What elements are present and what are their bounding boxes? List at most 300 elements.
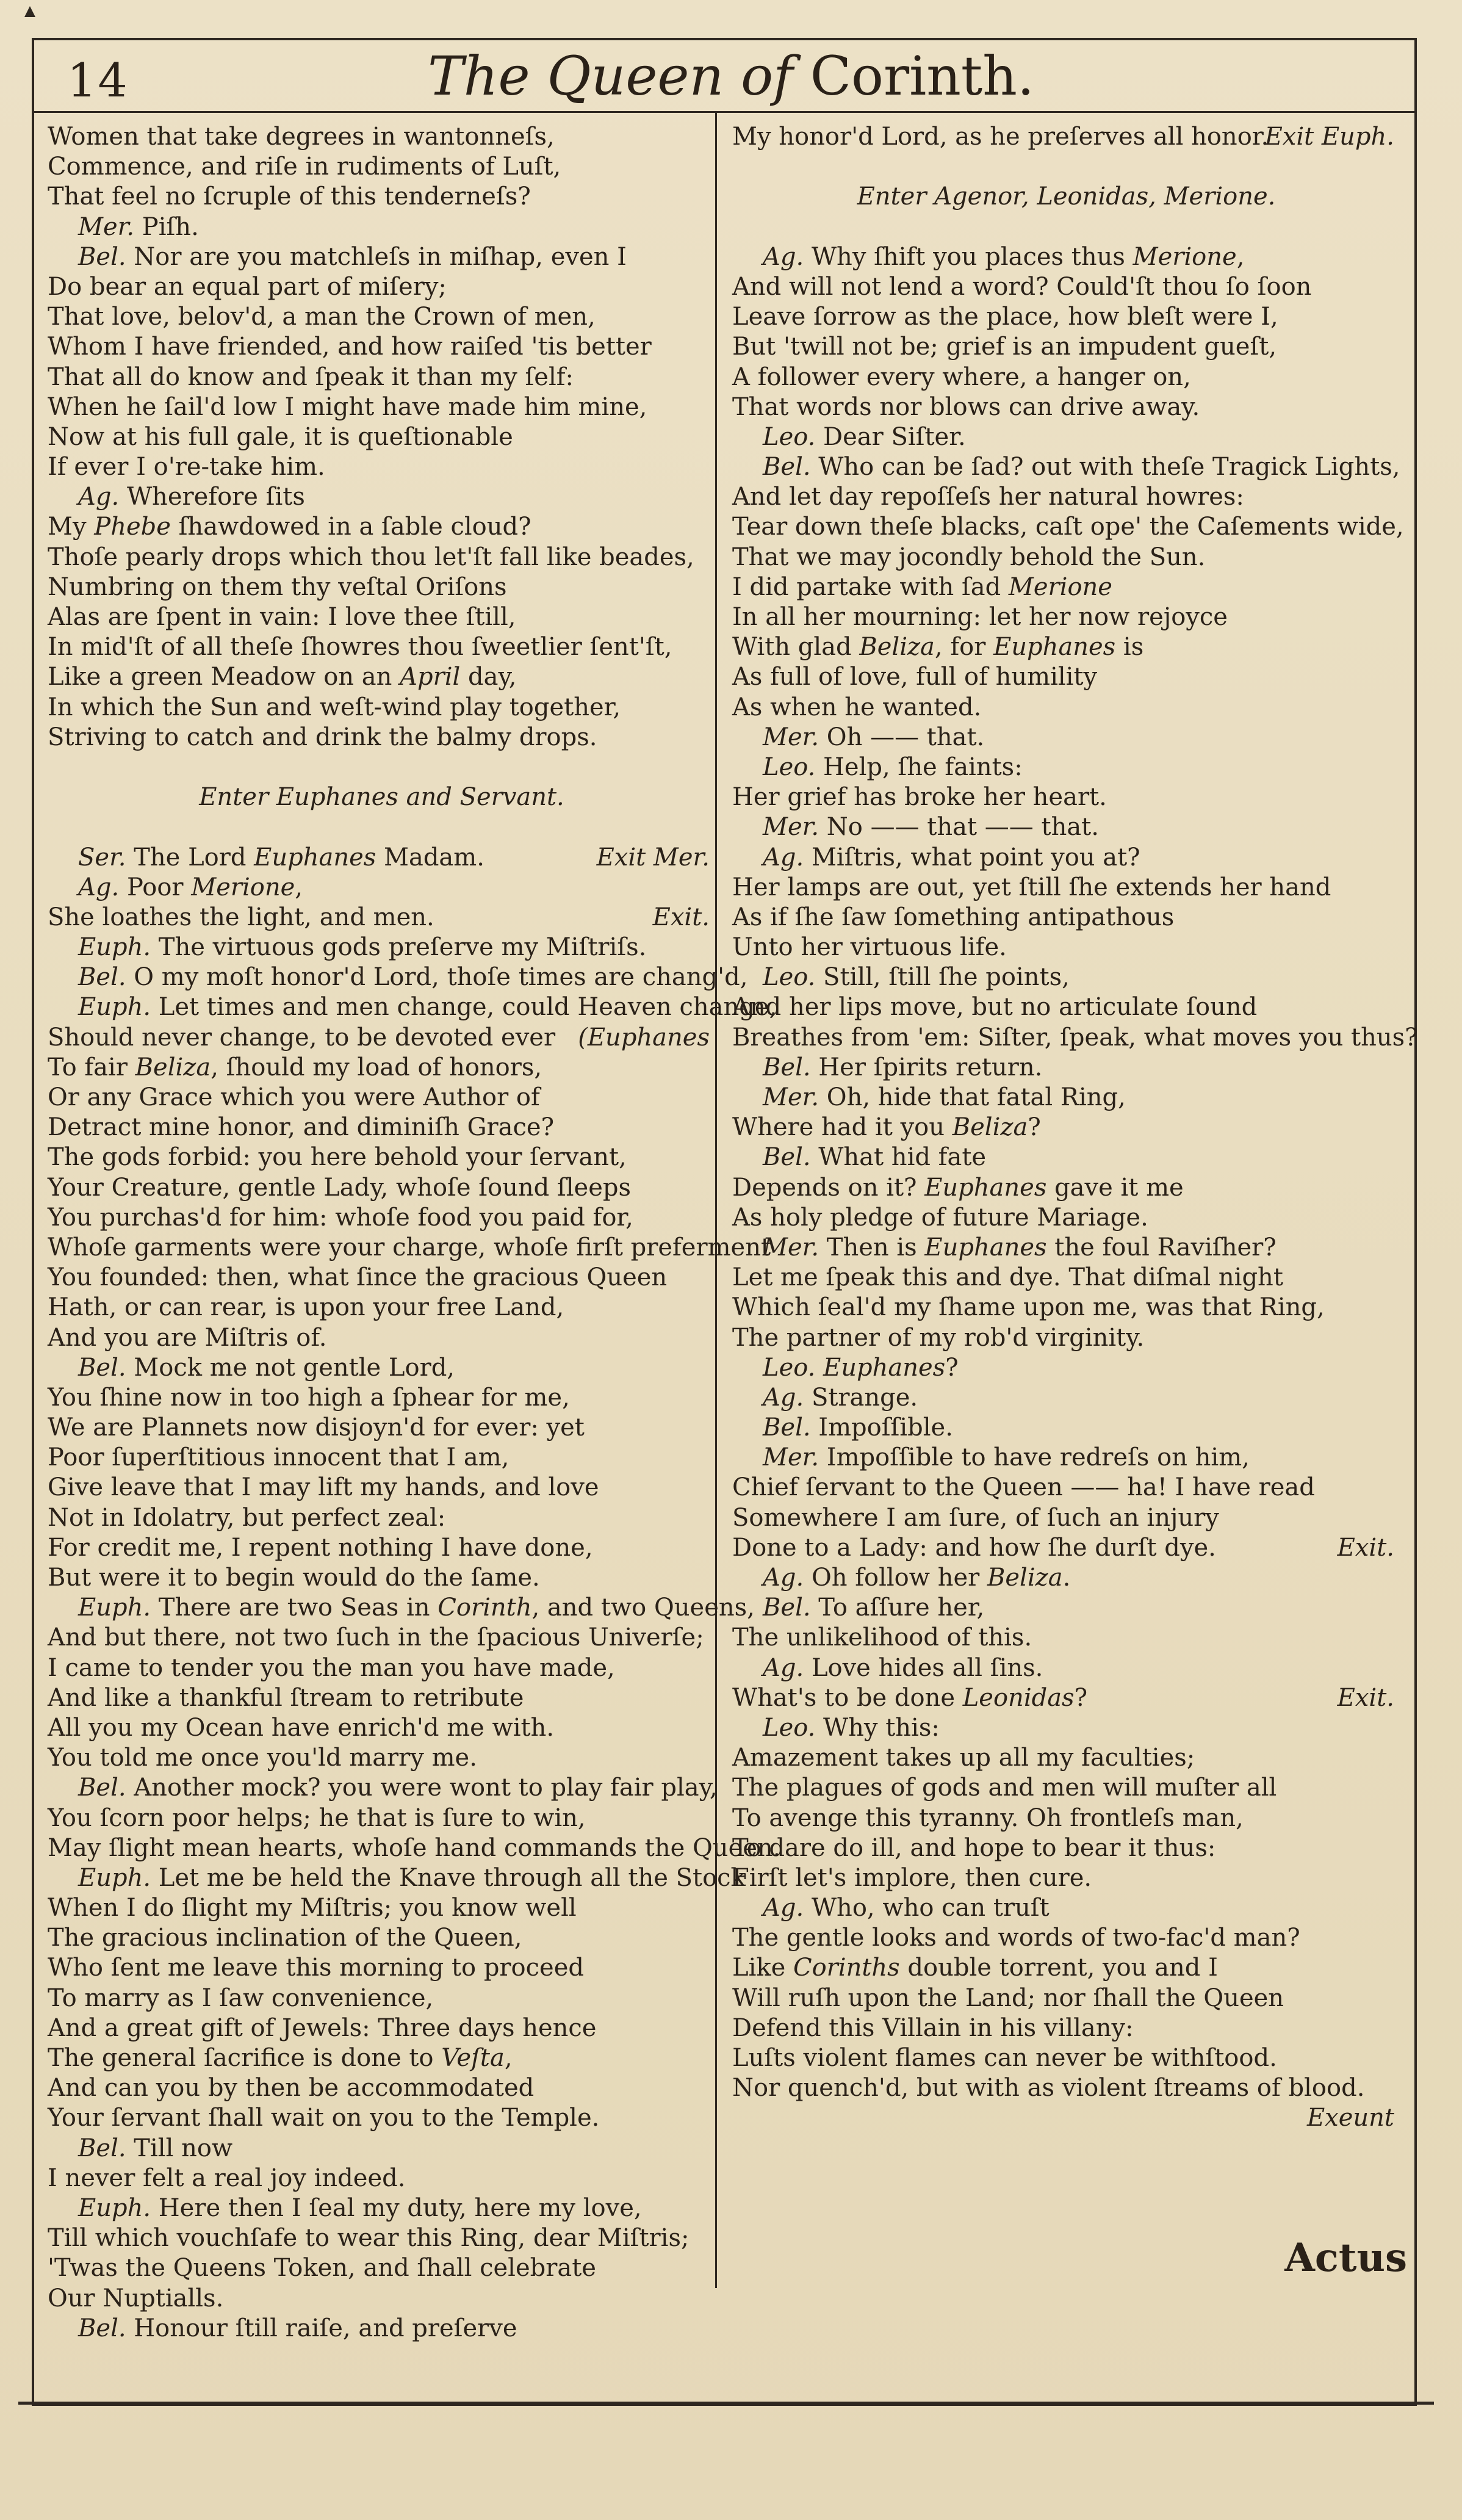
- speaker-name: Ag.: [763, 242, 804, 271]
- speaker-name: Ser.: [78, 843, 126, 872]
- verse-line: [732, 272, 1400, 302]
- line-text: We are Plannets now disjoyn'd for ever: yet: [48, 1413, 585, 1442]
- speaker-name: Mer.: [763, 723, 819, 751]
- speech-line: [732, 723, 1400, 753]
- line-text: May ſlight mean hearts, whoſe hand commands the Queen.: [48, 1833, 781, 1862]
- italic-name: Euphanes: [823, 1353, 946, 1382]
- page-number: 14: [67, 53, 129, 107]
- left-column: [48, 122, 781, 2344]
- line-text: Give leave that I may lift my hands, and love: [48, 1473, 599, 1502]
- verse-line: [732, 1863, 1400, 1893]
- stage-direction: Enter Agenor, Leonidas, Merione.: [857, 182, 1276, 211]
- verse-line: [732, 1953, 1400, 1983]
- line-text: Why ſhift you places thus: [811, 242, 1133, 271]
- verse-line: [732, 512, 1404, 542]
- line-text: Hath, or can rear, is upon your free Land,: [48, 1293, 564, 1322]
- verse-line: [732, 873, 1400, 903]
- line-text: I did partake with ſad: [732, 572, 1009, 601]
- header-rule: [34, 111, 1414, 113]
- line-text: O my moſt honor'd Lord, thoſe times are chang'd,: [134, 963, 748, 992]
- verse-line: [732, 1473, 1400, 1503]
- speaker-name: Leo.: [763, 422, 816, 451]
- verse-line: [732, 782, 1400, 812]
- verse-line: [48, 1623, 716, 1653]
- line-text: Another mock? you were wont to play fair play,: [134, 1774, 718, 1802]
- speech-line: [48, 992, 777, 1022]
- verse-line: [732, 572, 1400, 602]
- line-text: What hid fate: [818, 1143, 987, 1172]
- speaker-name: Mer.: [763, 1443, 819, 1472]
- verse-line: [48, 1653, 716, 1683]
- line-text: Poor ſuperſtitious innocent that I am,: [48, 1443, 510, 1472]
- speech-line: [732, 812, 1400, 842]
- italic-name: Veſta: [441, 2044, 505, 2072]
- right-column: [732, 122, 1418, 2134]
- verse-line: [48, 152, 716, 182]
- speech-line: [732, 1593, 1400, 1623]
- verse-line: [48, 723, 716, 753]
- line-text: Dear Siſter.: [823, 422, 966, 451]
- line-text: day,: [460, 663, 517, 691]
- verse-line: [48, 1533, 716, 1563]
- speech-line: [48, 2193, 716, 2223]
- line-text: Should never change, to be devoted ever: [48, 1023, 556, 1052]
- italic-name: April: [400, 663, 461, 691]
- verse-line: [48, 1833, 781, 1863]
- italic-name: Corinths: [793, 1954, 900, 1982]
- verse-line: [732, 632, 1400, 662]
- verse-line: [48, 602, 716, 632]
- speaker-name: Bel.: [78, 242, 126, 271]
- line-text: Nor are you matchleſs in miſhap, even I: [134, 242, 627, 271]
- line-text: To fair: [48, 1053, 135, 1081]
- line-text: Help, ſhe faints:: [823, 753, 1023, 781]
- line-text: A follower every where, a hanger on,: [732, 363, 1191, 391]
- speaker-name: Bel.: [78, 2314, 126, 2342]
- line-text: Will ruſh upon the Land; nor ſhall the Queen: [732, 1984, 1284, 2012]
- speech-line: [732, 1563, 1400, 1593]
- verse-line: [732, 1984, 1400, 2013]
- verse-line: [732, 1263, 1400, 1293]
- verse-line: [48, 2223, 716, 2253]
- speaker-name: Ag.: [763, 1564, 804, 1592]
- verse-line: [48, 363, 716, 392]
- verse-line: [48, 332, 716, 362]
- line-text: To marry as I ſaw convenience,: [48, 1984, 434, 2012]
- verse-line: [48, 1923, 716, 1953]
- speech-line: [48, 1593, 755, 1623]
- verse-line: [48, 452, 716, 482]
- corner-mark-icon: [24, 6, 35, 17]
- verse-line: [48, 1743, 716, 1773]
- line-text: The general ſacrifice is done to: [48, 2044, 442, 2072]
- verse-line: [732, 392, 1400, 422]
- line-text: Her lamps are out, yet ſtill ſhe extends her hand: [732, 873, 1331, 901]
- verse-line: [48, 1953, 716, 1983]
- verse-line: [48, 1173, 716, 1203]
- line-text: , and two Queens,: [531, 1594, 755, 1622]
- line-text: And a great gift of Jewels: Three days hence: [48, 2013, 597, 2042]
- line-text: Then is: [826, 1233, 925, 1262]
- verse-line: [48, 662, 716, 692]
- speech-line: [48, 962, 748, 992]
- line-text: And but there, not two ſuch in the ſpacious Univerſe;: [48, 1623, 704, 1652]
- blank-line: [48, 753, 716, 782]
- line-text: ?: [1028, 1113, 1041, 1142]
- line-text: To avenge this tyranny. Oh frontleſs man,: [732, 1803, 1244, 1832]
- line-text: And like a thankful ſtream to retribute: [48, 1683, 524, 1712]
- speech-line: [732, 1653, 1400, 1683]
- stage-direction: Exeunt: [1306, 2104, 1394, 2132]
- line-text: The unlikelihood of this.: [732, 1623, 1032, 1652]
- blank-line: [732, 212, 1400, 242]
- line-text: Piſh.: [142, 212, 199, 241]
- speaker-name: Mer.: [78, 212, 135, 241]
- line-text: Where had it you: [732, 1113, 952, 1142]
- line-text: Here then I ſeal my duty, here my love,: [158, 2193, 642, 2222]
- speech-line: [732, 1053, 1400, 1083]
- verse-line: [48, 543, 716, 572]
- italic-name: Beliza: [987, 1564, 1063, 1592]
- title-city: Corinth.: [810, 45, 1034, 107]
- italic-name: Leonidas: [962, 1683, 1075, 1712]
- verse-line: [732, 1023, 1418, 1053]
- line-text: 'Twas the Queens Token, and ſhall celebrate: [48, 2254, 596, 2283]
- line-text: And can you by then be accommodated: [48, 2074, 535, 2103]
- line-text: The partner of my rob'd virginity.: [732, 1323, 1145, 1352]
- line-text: Oh follow her: [811, 1564, 987, 1592]
- speech-line: [48, 482, 716, 512]
- line-text: Which ſeal'd my ſhame upon me, was that Ring,: [732, 1293, 1325, 1322]
- line-text: ?: [1074, 1683, 1088, 1712]
- speaker-name: Bel.: [763, 1594, 811, 1622]
- line-text: Leave ſorrow as the place, how bleſt were I,: [732, 303, 1278, 331]
- verse-line: [48, 2043, 716, 2073]
- verse-line: [48, 1293, 716, 1323]
- speech-line: [732, 1233, 1400, 1263]
- speech-line: [48, 1353, 716, 1383]
- line-text: Wherefore ſits: [126, 483, 305, 511]
- verse-line: [48, 182, 716, 212]
- italic-name: Beliza: [135, 1053, 211, 1081]
- line-text: Depends on it?: [732, 1173, 925, 1202]
- verse-line: [732, 2073, 1400, 2103]
- speaker-name: Leo.: [763, 963, 816, 992]
- line-text: Firſt let's implore, then cure.: [732, 1863, 1092, 1892]
- line-text: All you my Ocean have enrich'd me with.: [48, 1713, 555, 1742]
- verse-line: [732, 1503, 1400, 1533]
- line-text: Who can be ſad? out with theſe Tragick Lights,: [818, 453, 1400, 482]
- italic-name: Euphanes: [924, 1233, 1047, 1262]
- speaker-name: Bel.: [78, 1353, 126, 1382]
- line-text: There are two Seas in: [158, 1594, 438, 1622]
- speaker-name: Ag.: [78, 873, 120, 901]
- line-text: You ſhine now in too high a ſphear for me,: [48, 1383, 570, 1412]
- line-text: As holy pledge of future Mariage.: [732, 1203, 1148, 1232]
- line-text: That feel no ſcruple of this tenderneſs?: [48, 182, 531, 211]
- line-text: Numbring on them thy veſtal Oriſons: [48, 572, 507, 601]
- speech-line: [732, 1143, 1400, 1172]
- line-text: Detract mine honor, and diminiſh Grace?: [48, 1113, 555, 1142]
- italic-name: Merione: [191, 873, 295, 901]
- italic-name: Beliza: [859, 633, 935, 662]
- exit-direction: (Euphanes: [578, 1023, 710, 1052]
- verse-line: [732, 992, 1400, 1022]
- line-text: the foul Raviſher?: [1046, 1233, 1277, 1262]
- verse-line: [48, 2103, 716, 2133]
- line-text: , ſhould my load of honors,: [211, 1053, 542, 1081]
- line-text: is: [1115, 633, 1144, 662]
- verse-line: [48, 1323, 716, 1353]
- line-text: You ſcorn poor helps; he that is ſure to win,: [48, 1803, 586, 1832]
- line-text: Let me ſpeak this and dye. That diſmal night: [732, 1263, 1283, 1292]
- line-text: Nor quench'd, but with as violent ſtreams of blood.: [732, 2074, 1365, 2103]
- italic-name: Merione: [1133, 242, 1237, 271]
- line-text: Now at his full gale, it is queſtionable: [48, 422, 513, 451]
- speech-line: [48, 1863, 746, 1893]
- line-text: Breathes from 'em: Siſter, ſpeak, what moves you thus?: [732, 1023, 1418, 1052]
- line-text: Till which vouchſafe to wear this Ring, dear Miſtris;: [48, 2224, 690, 2253]
- line-text: I came to tender you the man you have made,: [48, 1653, 615, 1682]
- line-text: Somewhere I am ſure, of ſuch an injury: [732, 1503, 1219, 1532]
- line-text: Alas are ſpent in vain: I love thee ſtill,: [48, 603, 516, 631]
- verse-line: [48, 1083, 716, 1113]
- speaker-name: Ag.: [763, 1894, 804, 1922]
- title-of: of: [741, 45, 793, 107]
- speech-line: [732, 1083, 1400, 1113]
- line-text: Till now: [134, 2134, 233, 2162]
- line-text: That words nor blows can drive away.: [732, 392, 1200, 421]
- verse-line: [48, 1503, 716, 1533]
- line-text: My honor'd Lord, as he preſerves all honor.: [732, 123, 1269, 151]
- italic-name: Euphanes: [254, 843, 376, 872]
- verse-line: [48, 1143, 716, 1172]
- line-text: But 'twill not be; grief is an impudent gueſt,: [732, 333, 1277, 361]
- line-text: Still, ſtill ſhe points,: [823, 963, 1070, 992]
- verse-line: [48, 302, 716, 332]
- speech-line: [732, 242, 1400, 272]
- line-text: Why this:: [823, 1713, 940, 1742]
- verse-line: [48, 1113, 716, 1143]
- speaker-name: Bel.: [763, 1143, 811, 1172]
- line-text: .: [1062, 1564, 1071, 1592]
- exit-direction: Exit.: [652, 903, 710, 931]
- line-text: Your Creature, gentle Lady, whoſe ſound ſleeps: [48, 1173, 632, 1202]
- verse-line: [48, 272, 716, 302]
- line-text: The virtuous gods preſerve my Miſtriſs.: [158, 933, 647, 962]
- line-text: Your ſervant ſhall wait on you to the Temple.: [48, 2104, 600, 2132]
- title-the: The: [428, 45, 530, 107]
- italic-name: Euphanes: [993, 633, 1116, 662]
- speaker-name: Bel.: [763, 453, 811, 482]
- line-text: Striving to catch and drink the balmy drops.: [48, 723, 597, 751]
- line-text: Her grief has broke her heart.: [732, 783, 1107, 812]
- verse-line: [732, 302, 1400, 332]
- verse-line: [48, 1563, 716, 1593]
- line-text: Let times and men change, could Heaven change,: [158, 993, 777, 1022]
- speaker-name: Bel.: [763, 1053, 811, 1081]
- title-queen: Queen: [547, 45, 724, 107]
- blank-line: [732, 152, 1400, 182]
- line-text: And let day repoſſeſs her natural howres:: [732, 483, 1244, 511]
- verse-line: [732, 543, 1400, 572]
- verse-line: [732, 1173, 1400, 1203]
- verse-line: [48, 632, 716, 662]
- verse-line: [732, 122, 1400, 152]
- verse-line: [48, 572, 716, 602]
- line-text: The gods forbid: you here behold your ſervant,: [48, 1143, 627, 1172]
- line-text: You purchas'd for him: whoſe food you paid for,: [48, 1203, 633, 1232]
- line-text: ,: [295, 873, 303, 901]
- line-text: But were it to begin would do the ſame.: [48, 1564, 540, 1592]
- verse-line: [732, 903, 1400, 933]
- italic-name: Merione: [1008, 572, 1112, 601]
- speaker-name: Mer.: [763, 813, 819, 842]
- line-text: You told me once you'ld marry me.: [48, 1744, 477, 1772]
- line-text: ?: [945, 1353, 959, 1382]
- verse-line: [48, 1053, 716, 1083]
- speaker-name: Leo.: [763, 753, 816, 781]
- verse-line: [48, 1023, 716, 1053]
- speaker-name: Ag.: [763, 1653, 804, 1682]
- speaker-name: Ag.: [78, 483, 120, 511]
- verse-line: [48, 2253, 716, 2283]
- speaker-name: Bel.: [763, 1413, 811, 1442]
- verse-line: [48, 512, 716, 542]
- line-text: If ever I o're-take him.: [48, 453, 325, 482]
- verse-line: [732, 332, 1400, 362]
- verse-line: [732, 1833, 1400, 1863]
- line-text: As full of love, full of humility: [732, 663, 1098, 691]
- line-text: Women that take degrees in wantonneſs,: [48, 123, 555, 151]
- speaker-name: Euph.: [78, 933, 151, 962]
- speaker-name: Bel.: [78, 963, 126, 992]
- line-text: Who ſent me leave this morning to proceed: [48, 1954, 584, 1982]
- verse-line: [732, 363, 1400, 392]
- verse-line: [48, 2284, 716, 2314]
- verse-line: [48, 903, 716, 933]
- verse-line: [732, 1623, 1400, 1653]
- line-text: , for: [934, 633, 994, 662]
- verse-line: [48, 422, 716, 452]
- line-text: You founded: then, what ſince the gracious Queen: [48, 1263, 668, 1292]
- line-text: Luſts violent flames can never be withſtood.: [732, 2044, 1277, 2072]
- line-text: And her lips move, but no articulate ſound: [732, 993, 1258, 1022]
- speaker-name: Ag.: [763, 1383, 804, 1412]
- exit-direction: Exit Euph.: [1264, 123, 1394, 151]
- line-text: That all do know and ſpeak it than my ſelf:: [48, 363, 574, 391]
- verse-line: [732, 1683, 1400, 1713]
- verse-line: [48, 392, 716, 422]
- line-text: The Lord: [134, 843, 254, 872]
- verse-line: [48, 1683, 716, 1713]
- line-text: Tear down theſe blacks, caſt ope' the Caſements wide,: [732, 513, 1404, 541]
- verse-line: [732, 1323, 1400, 1353]
- verse-line: [732, 1743, 1400, 1773]
- verse-line: [48, 122, 716, 152]
- line-text: Chief ſervant to the Queen —— ha! I have read: [732, 1473, 1315, 1502]
- line-text: In which the Sun and weſt-wind play together,: [48, 693, 621, 721]
- verse-line: [48, 1473, 716, 1503]
- speech-line: [732, 1893, 1400, 1923]
- verse-line: [732, 1803, 1400, 1833]
- line-text: Strange.: [811, 1383, 918, 1412]
- line-text: Let me be held the Knave through all the Stock: [158, 1863, 746, 1892]
- verse-line: [732, 662, 1400, 692]
- line-text: Whom I have friended, and how raiſed 'tis better: [48, 333, 652, 361]
- line-text: Unto her virtuous life.: [732, 933, 1007, 962]
- verse-line: [48, 1443, 716, 1473]
- line-text: Madam.: [376, 843, 484, 872]
- line-text: To aſſure her,: [818, 1594, 985, 1622]
- speech-line: [48, 2314, 716, 2344]
- line-text: When I do ſlight my Miſtris; you know well: [48, 1894, 577, 1922]
- running-title: [0, 43, 1462, 110]
- line-text: Like: [732, 1954, 793, 1982]
- verse-line: [48, 1383, 716, 1413]
- speech-line: [732, 1413, 1400, 1443]
- line-text: Oh —— that.: [826, 723, 985, 751]
- verse-line: [732, 602, 1400, 632]
- line-text: The plagues of gods and men will muſter all: [732, 1774, 1277, 1802]
- speech-line: [48, 2134, 716, 2164]
- line-text: ſhawdowed in a ſable cloud?: [170, 513, 531, 541]
- line-text: I never felt a real joy indeed.: [48, 2164, 406, 2192]
- line-text: Our Nuptialls.: [48, 2284, 224, 2312]
- line-text: That love, belov'd, a man the Crown of men,: [48, 303, 596, 331]
- line-text: In all her mourning: let her now rejoyce: [732, 603, 1228, 631]
- speech-line: [732, 843, 1400, 873]
- speech-line: [732, 422, 1400, 452]
- speech-line: [48, 1773, 716, 1803]
- speaker-name: Ag.: [763, 843, 804, 872]
- line-text: To dare do ill, and hope to bear it thus:: [732, 1833, 1216, 1862]
- verse-line: [732, 2013, 1400, 2043]
- italic-name: Phebe: [94, 513, 171, 541]
- bottom-rule: [18, 2402, 1434, 2405]
- line-text: Or any Grace which you were Author of: [48, 1083, 540, 1111]
- italic-name: Euphanes: [924, 1173, 1047, 1202]
- line-text: Whoſe garments were your charge, whoſe firſt preferment: [48, 1233, 771, 1262]
- line-text: Impoſſible to have redreſs on him,: [826, 1443, 1250, 1472]
- line-text: Mock me not gentle Lord,: [134, 1353, 455, 1382]
- line-text: The gentle looks and words of two-fac'd man?: [732, 1924, 1300, 1952]
- speaker-name: Leo.: [763, 1353, 816, 1382]
- line-text: Done to a Lady: and how ſhe durſt dye.: [732, 1533, 1216, 1562]
- line-text: Her ſpirits return.: [818, 1053, 1043, 1081]
- speaker-name: Euph.: [78, 993, 151, 1022]
- verse-line: [48, 1984, 716, 2013]
- line-text: The gracious inclination of the Queen,: [48, 1924, 522, 1952]
- line-text: She loathes the light, and men.: [48, 903, 434, 931]
- verse-line: [48, 2013, 716, 2043]
- line-text: My: [48, 513, 95, 541]
- exit-direction: Exit.: [1337, 1683, 1394, 1712]
- verse-line: [732, 1533, 1400, 1563]
- speech-line: [732, 1353, 1400, 1383]
- verse-line: [48, 1233, 771, 1263]
- line-text: Oh, hide that fatal Ring,: [826, 1083, 1126, 1111]
- line-text: double torrent, you and I: [899, 1954, 1218, 1982]
- verse-line: [48, 1713, 716, 1743]
- line-text: Amazement takes up all my faculties;: [732, 1744, 1195, 1772]
- line-text: Miſtris, what point you at?: [811, 843, 1140, 872]
- verse-line: [48, 1203, 716, 1233]
- line-text: gave it me: [1046, 1173, 1184, 1202]
- line-text: Impoſſible.: [818, 1413, 953, 1442]
- verse-line: [732, 1773, 1400, 1803]
- speaker-name: Bel.: [78, 2134, 126, 2162]
